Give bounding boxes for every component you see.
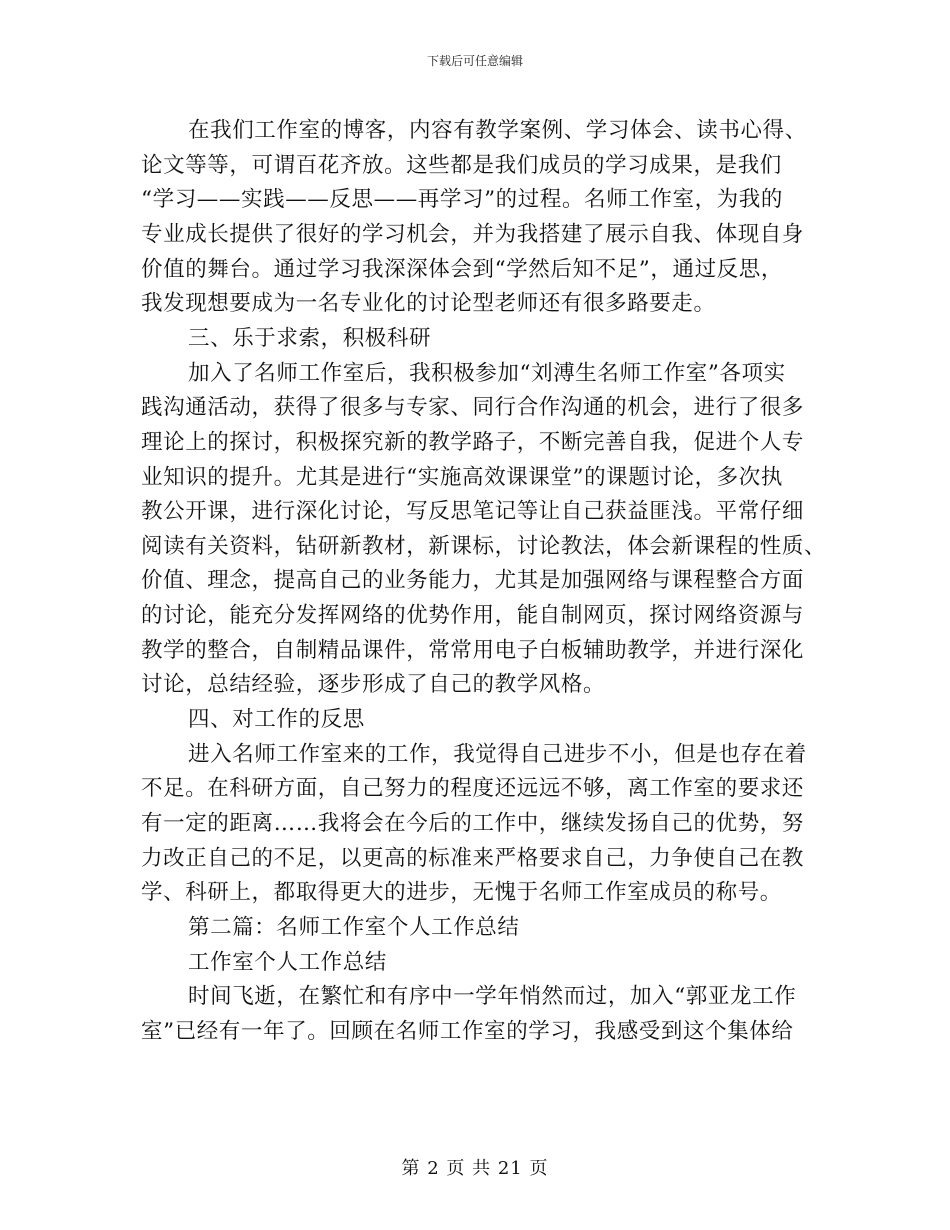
- text-line: 论文等等，可谓百花齐放。这些都是我们成员的学习成果，是我们: [141, 152, 782, 178]
- text-line: 不足。在科研方面，自己努力的程度还远远不够，离工作室的要求还: [141, 776, 805, 802]
- page-header: 下载后可任意编辑: [426, 54, 523, 68]
- text-line: 专业成长提供了很好的学习机会，并为我搭建了展示自我、体现自身: [141, 221, 805, 247]
- text-line: 教公开课，进行深化讨论，写反思笔记等让自己获益匪浅。平常仔细: [141, 499, 805, 525]
- text-line: 学、科研上，都取得更大的进步，无愧于名师工作室成员的称号。: [141, 880, 782, 906]
- text-line: 理论上的探讨，积极探究新的教学路子，不断完善自我，促进个人专: [141, 429, 805, 455]
- text-line: 第二篇：名师工作室个人工作总结: [188, 914, 520, 940]
- text-line: 价值的舞台。通过学习我深深体会到“学然后知不足”，通过反思，: [141, 256, 783, 282]
- text-line: 加入了名师工作室后，我积极参加“刘溥生名师工作室”各项实: [188, 360, 786, 386]
- text-line: 教学的整合，自制精品课件，常常用电子白板辅助教学，并进行深化: [141, 637, 805, 663]
- text-line: 室”已经有一年了。回顾在名师工作室的学习，我感受到这个集体给: [141, 1018, 794, 1044]
- text-line: 力改正自己的不足，以更高的标准来严格要求自己，力争使自己在教: [141, 845, 805, 871]
- text-line: 业知识的提升。尤其是进行“实施高效课课堂”的课题讨论，多次执: [141, 464, 783, 490]
- text-line: 四、对工作的反思: [188, 707, 365, 733]
- text-line: 阅读有关资料，钻研新教材，新课标，讨论教法，体会新课程的性质、: [141, 533, 827, 559]
- text-line: “学习——实践——反思——再学习”的过程。名师工作室，为我的: [141, 187, 783, 213]
- text-line: 的讨论，能充分发挥网络的优势作用，能自制网页，探讨网络资源与: [141, 603, 805, 629]
- text-line: 讨论，总结经验，逐步形成了自己的教学风格。: [141, 672, 606, 698]
- text-line: 践沟通活动，获得了很多与专家、同行合作沟通的机会，进行了很多: [141, 395, 805, 421]
- text-line: 工作室个人工作总结: [188, 949, 387, 975]
- page-footer: 第 2 页 共 21 页: [401, 1158, 549, 1179]
- text-line: 时间飞逝，在繁忙和有序中一学年悄然而过，加入“郭亚龙工作: [188, 984, 797, 1010]
- text-line: 进入名师工作室来的工作，我觉得自己进步不小，但是也存在着: [188, 741, 807, 767]
- text-line: 价值、理念，提高自己的业务能力，尤其是加强网络与课程整合方面: [141, 568, 805, 594]
- text-line: 三、乐于求索，积极科研: [188, 325, 432, 351]
- text-line: 我发现想要成为一名专业化的讨论型老师还有很多路要走。: [141, 291, 716, 317]
- text-line: 有一定的距离……我将会在今后的工作中，继续发扬自己的优势，努: [141, 811, 805, 836]
- text-line: 在我们工作室的博客，内容有教学案例、学习体会、读书心得、: [188, 118, 807, 143]
